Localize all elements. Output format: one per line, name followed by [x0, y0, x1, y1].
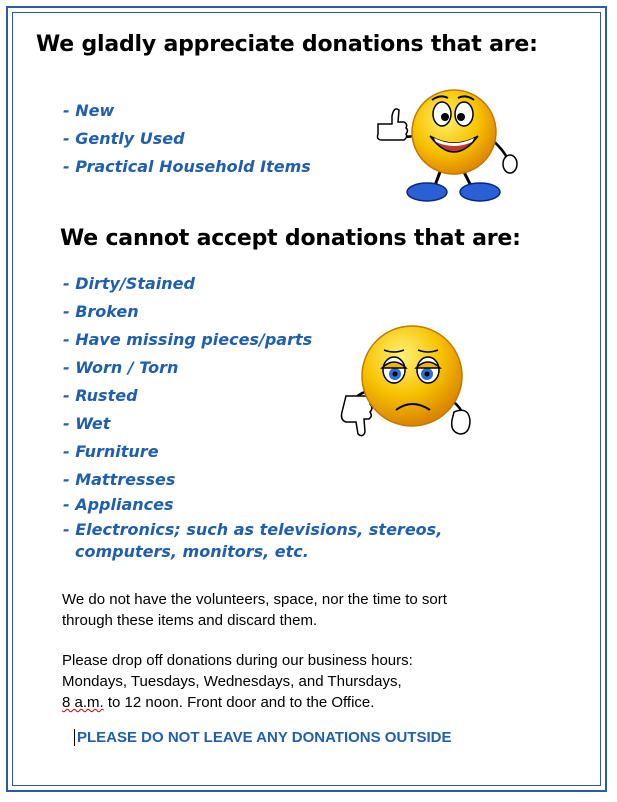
hours-time-start: 8 a.m.: [62, 694, 104, 711]
hours-line: Please drop off donations during our business hours:: [62, 652, 413, 669]
list-item: - Furniture: [63, 442, 159, 461]
rejected-heading: We cannot accept donations that are:: [60, 226, 521, 251]
volunteer-note: [62, 589, 582, 631]
list-item: - New: [63, 101, 115, 120]
list-item: - Dirty/Stained: [63, 274, 195, 293]
happy-thumbs-up-smiley-icon: [372, 80, 522, 205]
sad-thumbs-down-smiley-icon: [336, 320, 476, 455]
business-hours: [62, 650, 582, 713]
hours-line: [62, 692, 582, 713]
hours-time-rest: to 12 noon. Front door and to the Office.: [103, 694, 375, 711]
note-line: through these items and discard them.: [62, 612, 318, 629]
list-item: - Have missing pieces/parts: [63, 330, 313, 349]
list-item: [63, 519, 483, 563]
accepted-heading: We gladly appreciate donations that are:: [36, 32, 538, 57]
list-item: - Appliances: [63, 495, 174, 514]
list-item: - Rusted: [63, 386, 138, 405]
note-line: We do not have the volunteers, space, nor the time to sort: [62, 591, 447, 608]
list-item-line: - Electronics; such as televisions, stereos,: [63, 520, 443, 539]
outside-warning: PLEASE DO NOT LEAVE ANY DONATIONS OUTSIDE: [74, 729, 451, 746]
list-item: - Mattresses: [63, 470, 176, 489]
list-item: - Gently Used: [63, 129, 185, 148]
list-item: - Broken: [63, 302, 139, 321]
list-item: - Worn / Torn: [63, 358, 179, 377]
list-item: - Practical Household Items: [63, 157, 311, 176]
hours-line: Mondays, Tuesdays, Wednesdays, and Thursdays,: [62, 673, 402, 690]
accepted-list: [63, 100, 311, 184]
list-item: - Wet: [63, 414, 111, 433]
list-item-line: computers, monitors, etc.: [75, 542, 309, 561]
